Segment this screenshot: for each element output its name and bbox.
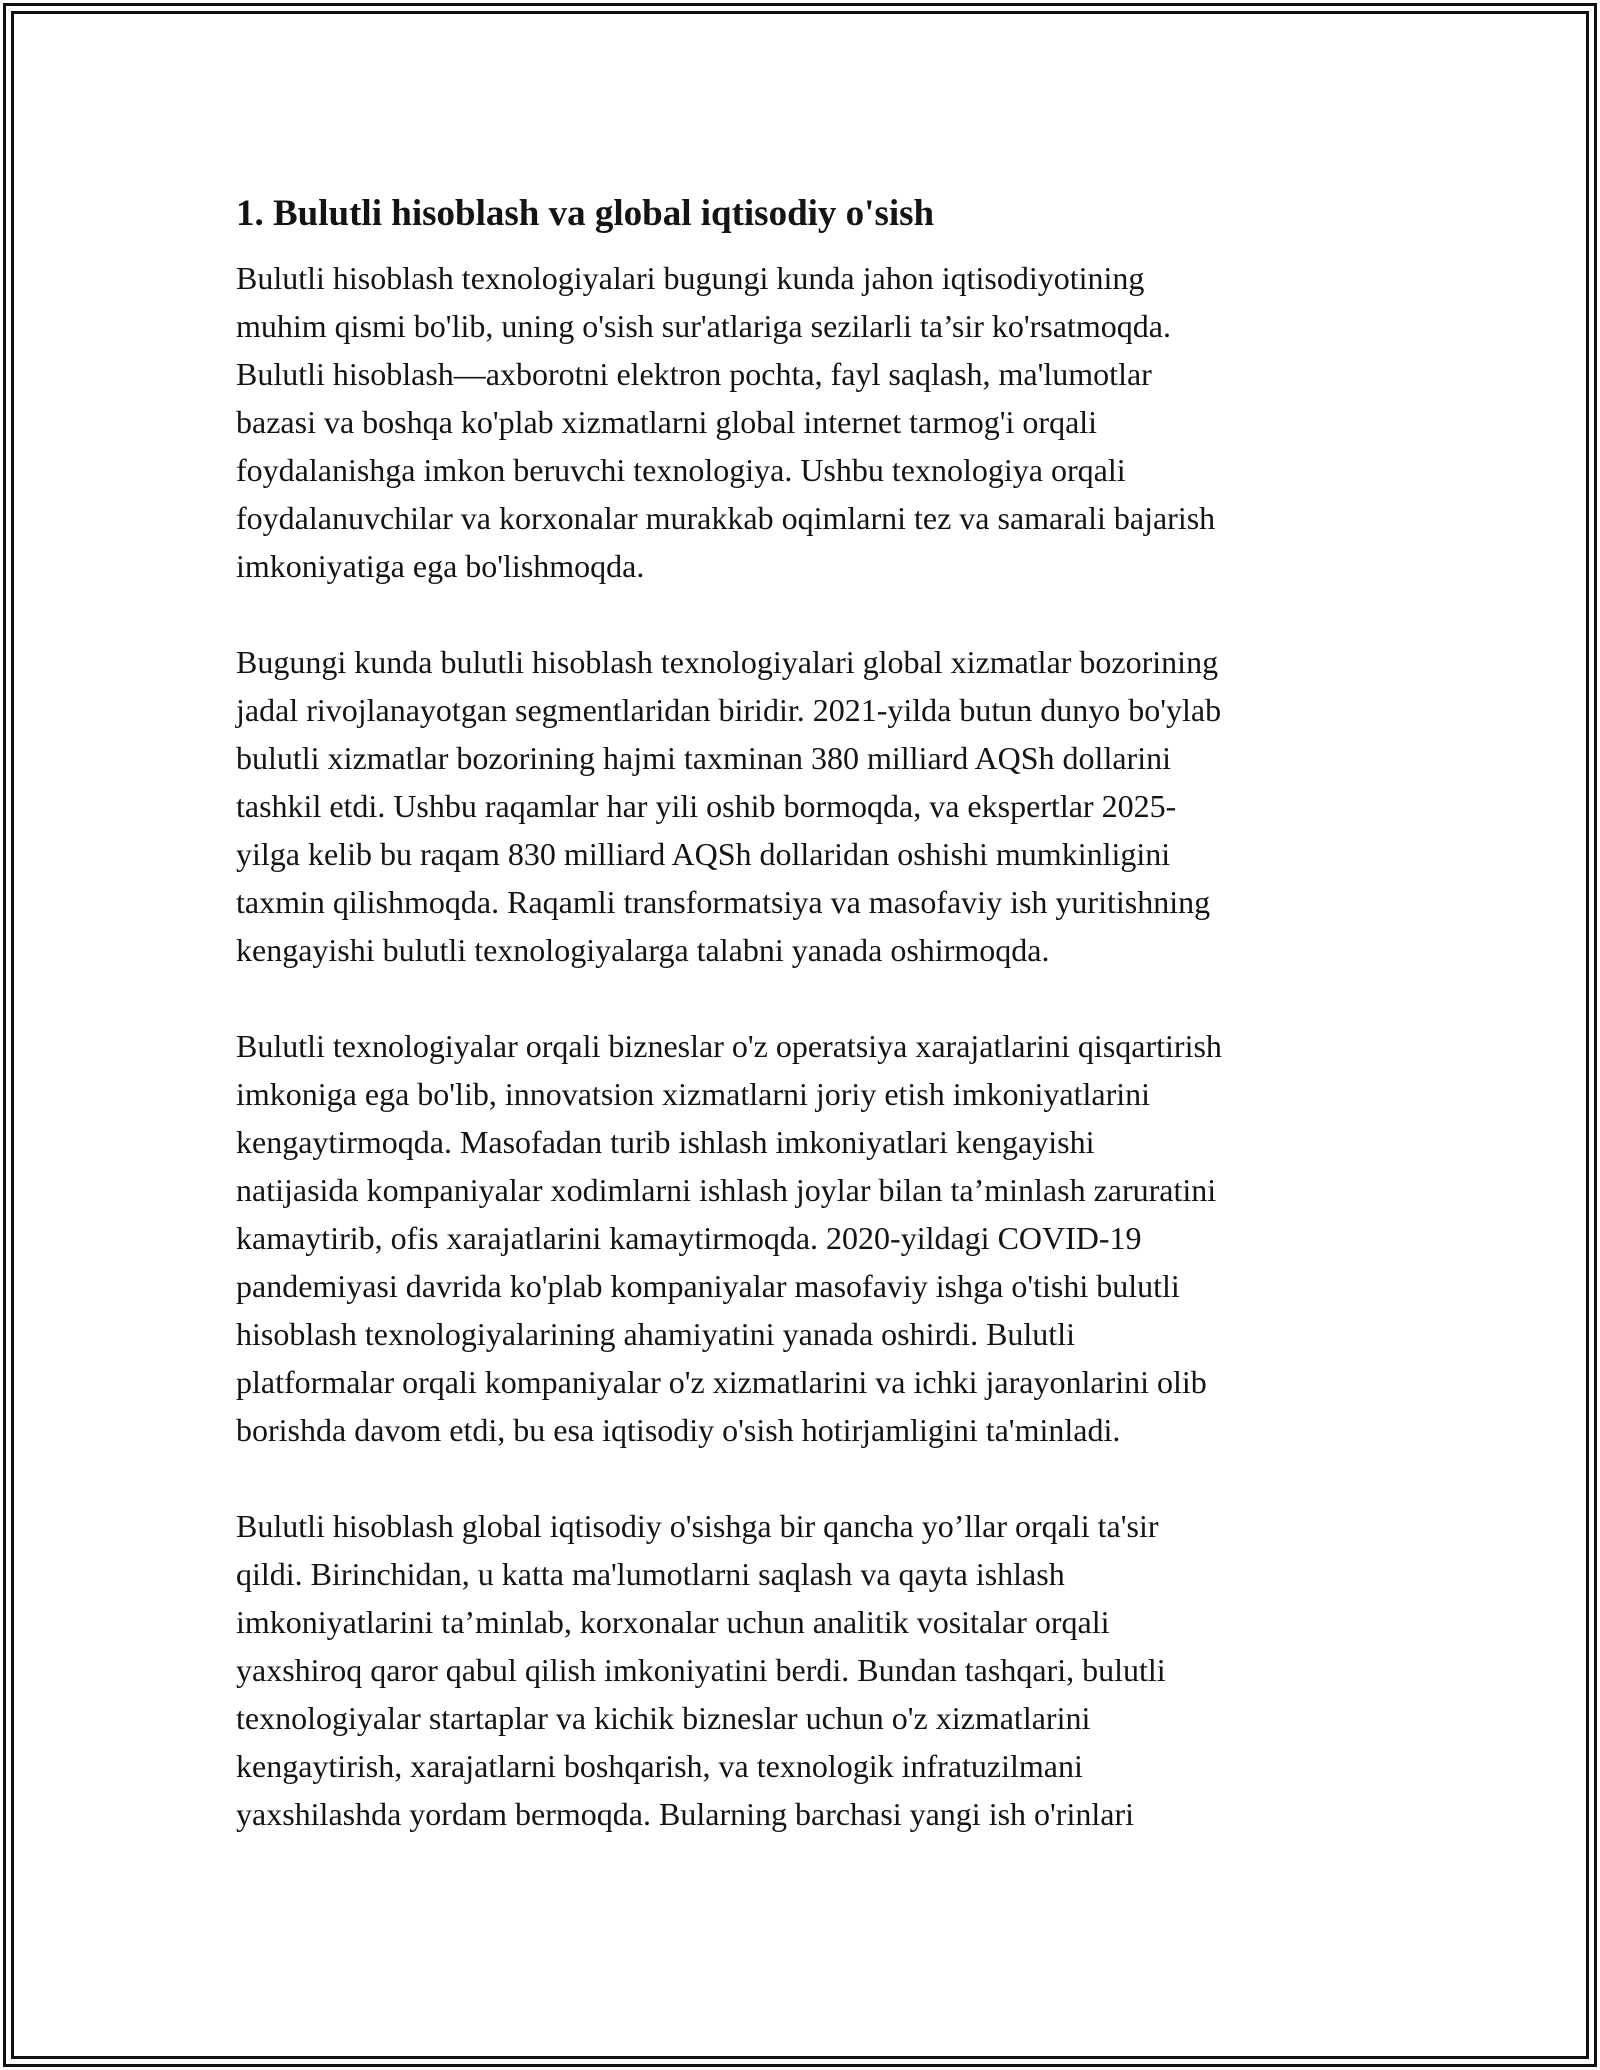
paragraph-1 — [236, 254, 1376, 590]
text-line: kamaytirib, ofis xarajatlarini kamaytirmoqda. 2020-yildagi COVID-19 — [236, 1220, 1142, 1256]
text-line: kengaytirmoqda. Masofadan turib ishlash imkoniyatlari kengayishi — [236, 1124, 1095, 1160]
text-line: yaxshilashda yordam bermoqda. Bularning barchasi yangi ish o'rinlari — [236, 1796, 1134, 1832]
text-line: foydalanishga imkon beruvchi texnologiya. Ushbu texnologiya orqali — [236, 452, 1126, 488]
text-line: bulutli xizmatlar bozorining hajmi taxminan 380 milliard AQSh dollarini — [236, 740, 1171, 776]
text-line: Bulutli hisoblash—axborotni elektron pochta, fayl saqlash, ma'lumotlar — [236, 356, 1152, 392]
section-heading: 1. Bulutli hisoblash va global iqtisodiy o'sish — [236, 193, 935, 234]
text-line: Bugungi kunda bulutli hisoblash texnologiyalari global xizmatlar bozorining — [236, 644, 1219, 680]
paragraph-2 — [236, 638, 1376, 974]
text-line: texnologiyalar startaplar va kichik bizneslar uchun o'z xizmatlarini — [236, 1700, 1091, 1736]
text-line: foydalanuvchilar va korxonalar murakkab oqimlarni tez va samarali bajarish — [236, 500, 1216, 536]
text-line: muhim qismi bo'lib, uning o'sish sur'atlariga sezilarli ta’sir ko'rsatmoqda. — [236, 308, 1171, 344]
text-line: qildi. Birinchidan, u katta ma'lumotlarni saqlash va qayta ishlash — [236, 1556, 1065, 1592]
text-line: yilga kelib bu raqam 830 milliard AQSh dollaridan oshishi mumkinligini — [236, 836, 1171, 872]
text-line: imkoniyatlarini ta’minlab, korxonalar uchun analitik vositalar orqali — [236, 1604, 1110, 1640]
text-line: borishda davom etdi, bu esa iqtisodiy o'sish hotirjamligini ta'minladi. — [236, 1412, 1121, 1448]
text-line: pandemiyasi davrida ko'plab kompaniyalar masofaviy ishga o'tishi bulutli — [236, 1268, 1180, 1304]
text-line: imkoniga ega bo'lib, innovatsion xizmatlarni joriy etish imkoniyatlarini — [236, 1076, 1151, 1112]
text-line: Bulutli texnologiyalar orqali bizneslar o'z operatsiya xarajatlarini qisqartirish — [236, 1028, 1222, 1064]
text-line: Bulutli hisoblash global iqtisodiy o'sishga bir qancha yo’llar orqali ta'sir — [236, 1508, 1159, 1544]
paragraph-3 — [236, 1022, 1376, 1454]
text-line: imkoniyatiga ega bo'lishmoqda. — [236, 548, 645, 584]
document-body — [236, 186, 1376, 1886]
text-line: natijasida kompaniyalar xodimlarni ishlash joylar bilan ta’minlash zaruratini — [236, 1172, 1217, 1208]
text-line: yaxshiroq qaror qabul qilish imkoniyatini berdi. Bundan tashqari, bulutli — [236, 1652, 1166, 1688]
text-line: kengaytirish, xarajatlarni boshqarish, va texnologik infratuzilmani — [236, 1748, 1083, 1784]
text-line: jadal rivojlanayotgan segmentlaridan biridir. 2021-yilda butun dunyo bo'ylab — [236, 692, 1222, 728]
text-line: taxmin qilishmoqda. Raqamli transformatsiya va masofaviy ish yuritishning — [236, 884, 1211, 920]
text-line: hisoblash texnologiyalarining ahamiyatini yanada oshirdi. Bulutli — [236, 1316, 1075, 1352]
paragraph-4 — [236, 1502, 1376, 1838]
text-line: platformalar orqali kompaniyalar o'z xizmatlarini va ichki jarayonlarini olib — [236, 1364, 1207, 1400]
text-line: bazasi va boshqa ko'plab xizmatlarni global internet tarmog'i orqali — [236, 404, 1098, 440]
text-line: tashkil etdi. Ushbu raqamlar har yili oshib bormoqda, va ekspertlar 2025- — [236, 788, 1177, 824]
text-line: Bulutli hisoblash texnologiyalari bugungi kunda jahon iqtisodiyotining — [236, 260, 1145, 296]
text-line: kengayishi bulutli texnologiyalarga talabni yanada oshirmoqda. — [236, 932, 1050, 968]
